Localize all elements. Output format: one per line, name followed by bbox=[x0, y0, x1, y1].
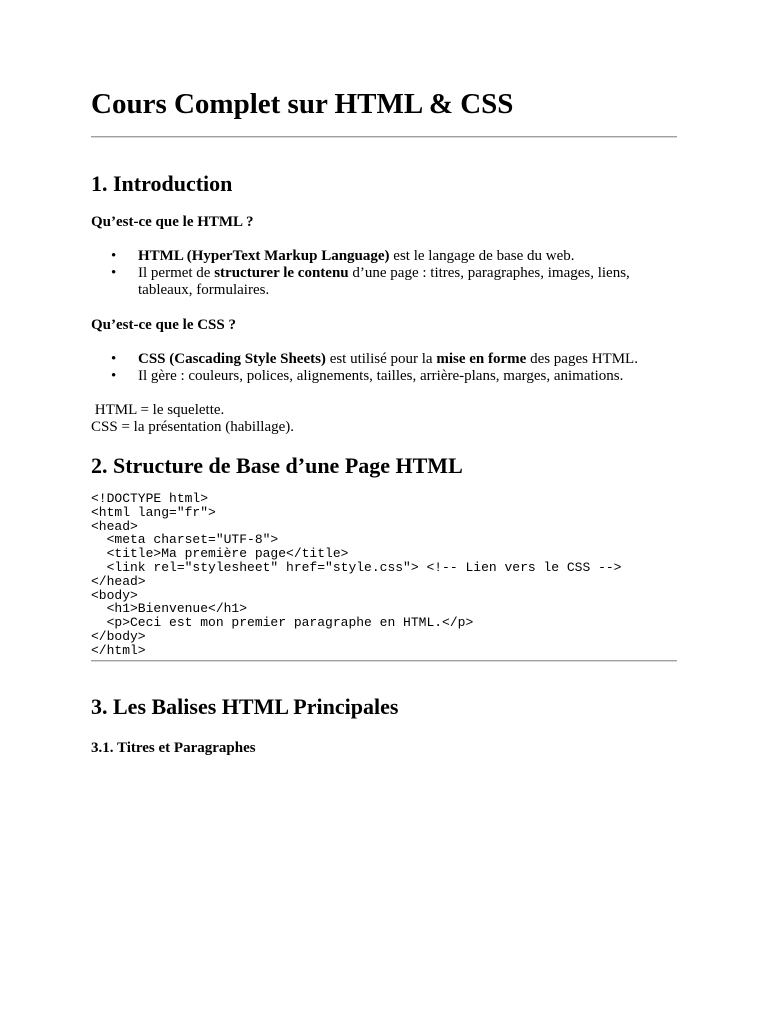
code-divider bbox=[91, 660, 677, 662]
section-3-heading: 3. Les Balises HTML Principales bbox=[91, 694, 399, 719]
title-divider bbox=[91, 136, 677, 138]
document-title: Cours Complet sur HTML & CSS bbox=[91, 88, 514, 120]
list-item: • CSS (Cascading Style Sheets) est utilisé pour la mise en forme des pages HTML. bbox=[91, 351, 677, 368]
html-definition-list bbox=[91, 248, 677, 299]
section-1-heading: 1. Introduction bbox=[91, 171, 233, 196]
list-item: • Il gère : couleurs, polices, alignements, tailles, arrière-plans, marges, animations. bbox=[91, 368, 677, 385]
subsection-3-1-heading: 3.1. Titres et Paragraphes bbox=[91, 740, 256, 756]
html-code-block: <!DOCTYPE html> <html lang="fr"> <head> <meta charset="UTF-8"> <title>Ma première page</title> <link rel="stylesheet" href="style.css"> <!-- Lien vers le CSS --> </head> <body> <h1>Bienvenue</h1> <p>Ceci est mon premier paragraphe en HTML.</p> </body> </html> bbox=[91, 491, 622, 658]
list-item: • Il permet de structurer le contenu d’une page : titres, paragraphes, images, liens, tableaux, formulaires. bbox=[91, 265, 677, 299]
html-question-heading: Qu’est-ce que le HTML ? bbox=[91, 214, 254, 230]
section-2-heading: 2. Structure de Base d’une Page HTML bbox=[91, 453, 463, 478]
summary-html-line: HTML = le squelette. bbox=[91, 402, 225, 418]
css-question-heading: Qu’est-ce que le CSS ? bbox=[91, 317, 236, 333]
list-item: • HTML (HyperText Markup Language) est le langage de base du web. bbox=[91, 248, 677, 265]
css-definition-list bbox=[91, 351, 677, 385]
summary-css-line: CSS = la présentation (habillage). bbox=[91, 419, 294, 435]
